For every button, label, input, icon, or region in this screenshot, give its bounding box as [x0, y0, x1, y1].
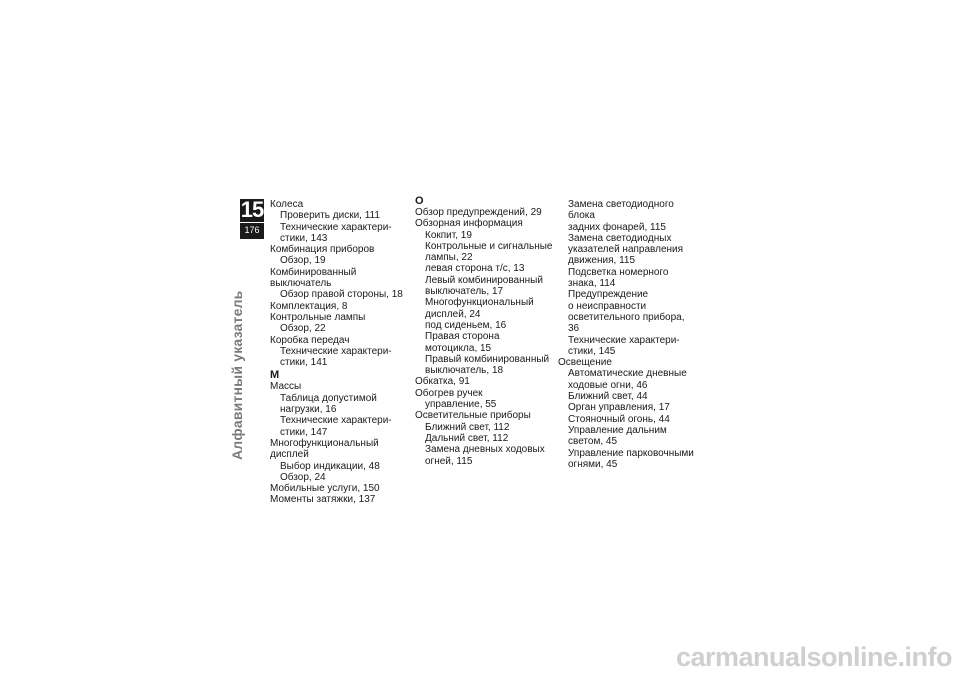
index-column-2: [415, 195, 565, 467]
index-column-3: [558, 199, 698, 470]
chapter-divider: [240, 222, 264, 223]
index-subentry: стики, 145: [568, 345, 616, 357]
chapter-number: 15: [240, 197, 264, 222]
index-subentry: Контрольные и сигнальные: [425, 240, 553, 252]
index-subentry: Технические характери-: [280, 345, 392, 357]
index-entry: Многофункциональный дисплей: [270, 437, 379, 461]
index-subentry: Кокпит, 19: [425, 229, 472, 241]
index-subentry: Автоматические дневные: [568, 368, 687, 380]
index-entry: Освещение: [558, 357, 612, 369]
index-entry: Обкатка, 91: [415, 376, 470, 388]
index-entry: Массы: [270, 381, 302, 393]
index-entry: Комплектация, 8: [270, 300, 348, 312]
index-entry: Коробка передач: [270, 334, 350, 346]
index-subentry: Обзор, 22: [280, 323, 326, 335]
index-subentry: мотоцикла, 15: [425, 342, 492, 354]
index-letter-heading: М: [270, 369, 280, 382]
index-subentry: огнями, 45: [568, 458, 618, 470]
index-subentry: о неисправности: [568, 300, 647, 312]
index-subentry: Управление дальним: [568, 424, 667, 436]
index-subentry: Проверить диски, 111: [280, 210, 380, 222]
index-entry: Осветительные приборы: [415, 410, 531, 422]
index-entry: Мобильные услуги, 150: [270, 483, 380, 495]
index-subentry: Подсветка номерного: [568, 266, 669, 278]
index-subentry: нагрузки, 16: [280, 404, 337, 416]
index-subentry: выключатель, 17: [425, 286, 504, 298]
index-subentry: Таблица допустимой: [280, 392, 377, 404]
index-subentry: огней, 115: [425, 455, 473, 467]
index-subentry: задних фонарей, 115: [568, 221, 666, 233]
index-subentry: стики, 141: [280, 357, 328, 369]
index-subentry: Замена дневных ходовых: [425, 444, 545, 456]
index-subentry: Управление парковочными: [568, 447, 694, 459]
index-subentry: Орган управления, 17: [568, 402, 670, 414]
index-subentry: под сиденьем, 16: [425, 319, 507, 331]
index-entry: Комбинация приборов: [270, 244, 375, 256]
index-subentry: стики, 147: [280, 426, 328, 438]
index-subentry: ходовые огни, 46: [568, 379, 648, 391]
index-letter-heading: О: [415, 195, 424, 207]
index-entry: Колеса: [270, 199, 304, 210]
index-subentry: Технические характери-: [568, 334, 680, 346]
index-subentry: Предупреждение: [568, 289, 649, 301]
watermark: carmanualsonline.info: [675, 642, 952, 672]
index-subentry: Замена светодиодного блока: [568, 199, 674, 222]
index-subentry: Левый комбинированный: [425, 274, 543, 286]
index-subentry: Замена светодиодных: [568, 232, 672, 244]
index-subentry: стики, 143: [280, 232, 328, 244]
index-subentry: Технические характери-: [280, 221, 392, 233]
index-subentry: лампы, 22: [425, 252, 473, 264]
index-entry: Обзорная информация: [415, 218, 523, 230]
index-subentry: Ближний свет, 44: [568, 391, 648, 403]
index-subentry: Обзор, 19: [280, 255, 326, 267]
index-subentry: Стояночный огонь, 44: [568, 413, 670, 425]
index-subentry: выключатель, 18: [425, 365, 504, 377]
index-column-1: [270, 199, 415, 506]
index-entry: Моменты затяжки, 137: [270, 494, 376, 506]
index-subentry: Дальний свет, 112: [425, 432, 509, 444]
index-subentry: левая сторона т/с, 13: [425, 263, 525, 275]
index-subentry: Обзор, 24: [280, 471, 326, 483]
index-entry: Комбинированный выключатель: [270, 266, 357, 290]
index-subentry: управление, 55: [425, 399, 497, 411]
index-entry: Контрольные лампы: [270, 311, 366, 323]
index-subentry: светом, 45: [568, 436, 618, 448]
index-subentry: Обзор правой стороны, 18: [280, 289, 403, 301]
index-subentry: знака, 114: [568, 278, 616, 290]
index-subentry: Выбор индикации, 48: [280, 460, 380, 472]
index-subentry: Правая сторона: [425, 331, 500, 343]
page-number: 176: [244, 225, 260, 235]
index-subentry: Ближний свет, 112: [425, 421, 510, 433]
index-subentry: Правый комбинированный: [425, 353, 550, 365]
index-subentry: Многофункциональный: [425, 297, 534, 309]
index-subentry: дисплей, 24: [425, 308, 481, 320]
index-entry: Обзор предупреждений, 29: [415, 207, 542, 218]
section-title: Алфавитный указатель: [229, 290, 245, 460]
index-subentry: осветительного прибора, 36: [568, 311, 685, 335]
index-subentry: указателей направления: [568, 244, 684, 256]
index-subentry: Технические характери-: [280, 415, 392, 427]
index-subentry: движения, 115: [568, 255, 636, 267]
index-entry: Обогрев ручек: [415, 387, 483, 399]
